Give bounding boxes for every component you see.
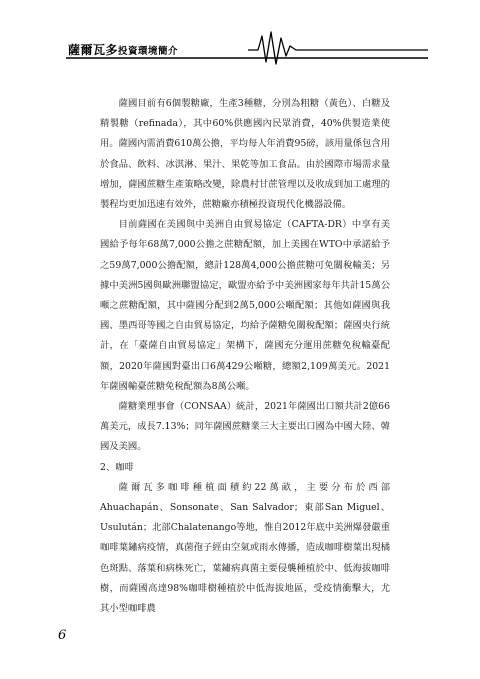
paragraph-coffee: 薩爾瓦多咖啡種植面積約22萬畝，主要分布於西部Ahuachapán、Sonsonate、San Salvador；東部San Miguel、Usulután；北部Chalatenango等地，惟自2012年底中美洲爆發嚴重咖啡葉鏽病疫情，真菌孢子經由空氣或雨水傳播，造成咖啡樹葉出現橘色斑點、落葉和病株死亡，葉鏽病真菌主要侵襲種植於中、低海拔咖啡樹，而薩國高達98%咖啡樹種植於中低海拔地區，受疫情衝擊大，尤其小型咖啡農 xyxy=(100,481,390,615)
paragraph-sugar-exports: 薩糖業理事會（CONSAA）統計，2021年薩國出口額共計2億66萬美元，成長7.13%；同年薩國蔗糖業三大主要出口國為中國大陸、韓國及美國。 xyxy=(100,401,390,453)
header-title-main: 薩爾瓦多 xyxy=(68,43,119,57)
page-number: 6 xyxy=(58,628,67,643)
header-title-sub: 投資環境簡介 xyxy=(118,46,179,57)
paragraph-sugar-production: 薩國目前有6個製糖廠，生產3種糖，分別為粗糖（黃色）、白糖及精製糖（refinada），其中60%供應國內民眾消費，40%供製造業使用。薩國內需消費610萬公擔，平均每人年消費95磅，該用量係包含用於食品、飲料、冰淇淋、果汁、果乾等加工食品。由於國際市場需求量增加，薩國蔗糖生產策略改變，除農村甘蔗管理以及收成到加工處理的製程均更加迅速有效外，蔗糖廠亦積極投資現代化機器設備。 xyxy=(100,98,390,211)
document-body xyxy=(100,94,390,619)
paragraph-sugar-quotas: 目前薩國在美國與中美洲自由貿易協定（CAFTA-DR）中享有美國給予每年68萬7,000公擔之蔗糖配額，加上美國在WTO中承諾給予之59萬7,000公擔配額，總計128萬4,000公擔蔗糖可免關稅輸美；另據中美洲5國與歐洲聯盟協定，歐盟亦給予中美洲國家每年共計15萬公噸之蔗糖配額，其中薩國分配到2萬5,000公噸配額；其他如薩國與我國、墨西哥等國之自由貿易協定，均給予薩糖免關稅配額；薩國央行統計，在「臺薩自由貿易協定」架構下，薩國充分運用蔗糖免稅輸臺配額，2020年薩國對臺出口6萬429公噸糖，總額2,109萬美元。2021年薩國輸臺蔗糖免稅配額為8萬公噸。 xyxy=(100,219,390,392)
header-title xyxy=(68,41,178,58)
section-heading-coffee: 2、咖啡 xyxy=(100,461,134,473)
running-header xyxy=(52,26,428,66)
